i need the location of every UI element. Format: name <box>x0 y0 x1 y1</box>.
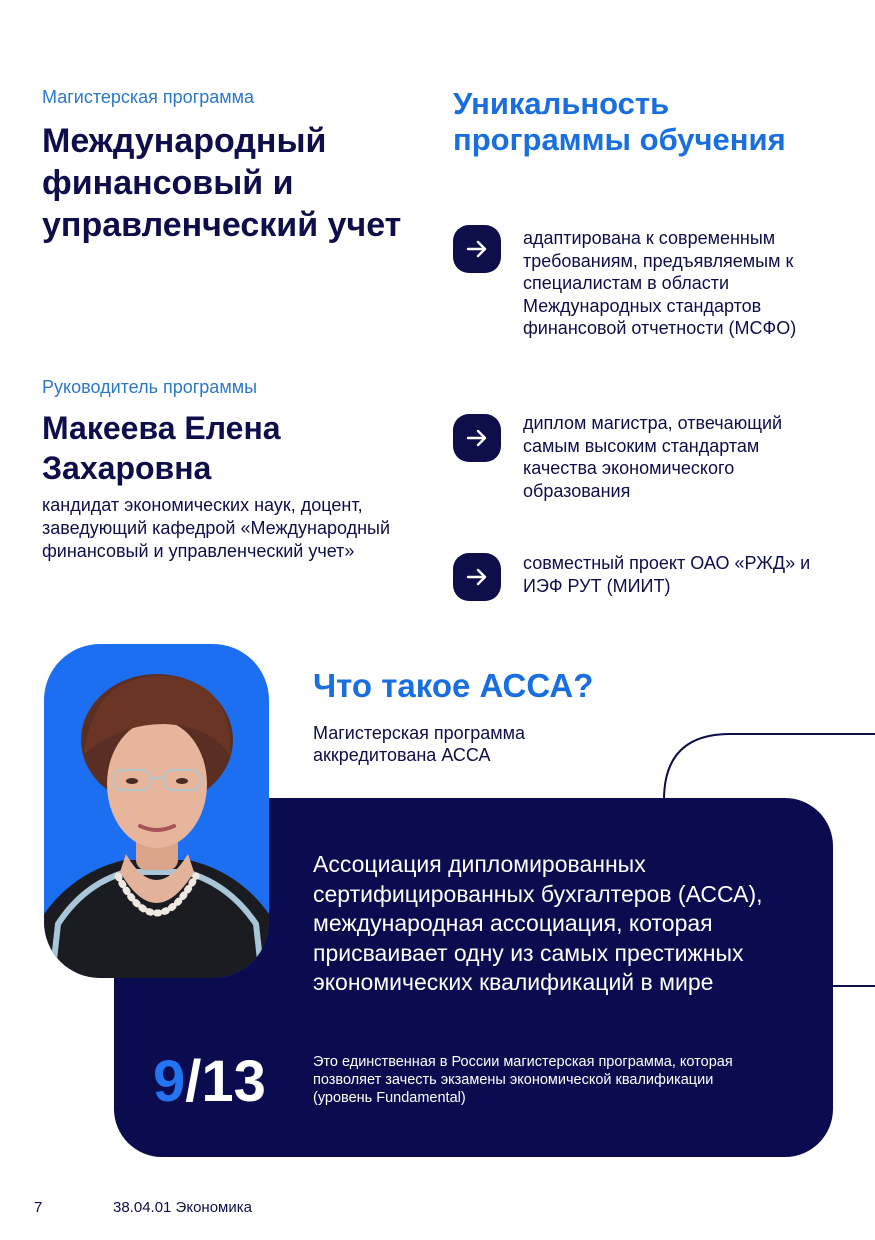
arrow-right-icon <box>453 414 501 462</box>
arrow-right-icon <box>453 225 501 273</box>
page-number: 7 <box>34 1199 43 1216</box>
uniqueness-title: Уникальность программы обучения <box>453 86 786 157</box>
exam-stat-accent: 9 <box>153 1049 186 1114</box>
leader-description: кандидат экономических наук, доцент, заведующий кафедрой «Международный финансовый и управленческий учет» <box>42 495 391 561</box>
acca-description: Ассоциация дипломированных сертифицированных бухгалтеров (АССА), международная ассоциация, которая присваивает одну из самых престижных экономических квалификаций в мире <box>313 851 763 995</box>
acca-subtitle: Магистерская программа аккредитована АССА <box>313 723 526 765</box>
program-title: Международный финансовый и управленческий учет <box>42 122 402 244</box>
exam-stat <box>153 1048 266 1116</box>
feature-item-3: совместный проект ОАО «РЖД» и ИЭФ РУТ (МИИТ) <box>523 553 811 596</box>
arrow-right-icon <box>453 553 501 601</box>
feature-item-1: адаптирована к современным требованиям, предъявляемым к специалистам в области Международных стандартов финансовой отчетности (МСФО) <box>523 228 797 338</box>
feature-item-2: диплом магистра, отвечающий самым высоким стандартам качества экономического образования <box>523 413 783 501</box>
program-label: Магистерская программа <box>42 87 255 107</box>
leader-label: Руководитель программы <box>42 377 258 397</box>
leader-photo <box>44 644 269 978</box>
exam-stat-total: /13 <box>185 1049 266 1114</box>
exam-stat-note: Это единственная в России магистерская программа, которая позволяет зачесть экзамены экономической квалификации (уровень Fundamental) <box>313 1054 733 1106</box>
acca-title: Что такое АССА? <box>313 667 594 704</box>
leader-name: Макеева Елена Захаровна <box>42 410 281 486</box>
footer-program-code: 38.04.01 Экономика <box>113 1199 252 1216</box>
